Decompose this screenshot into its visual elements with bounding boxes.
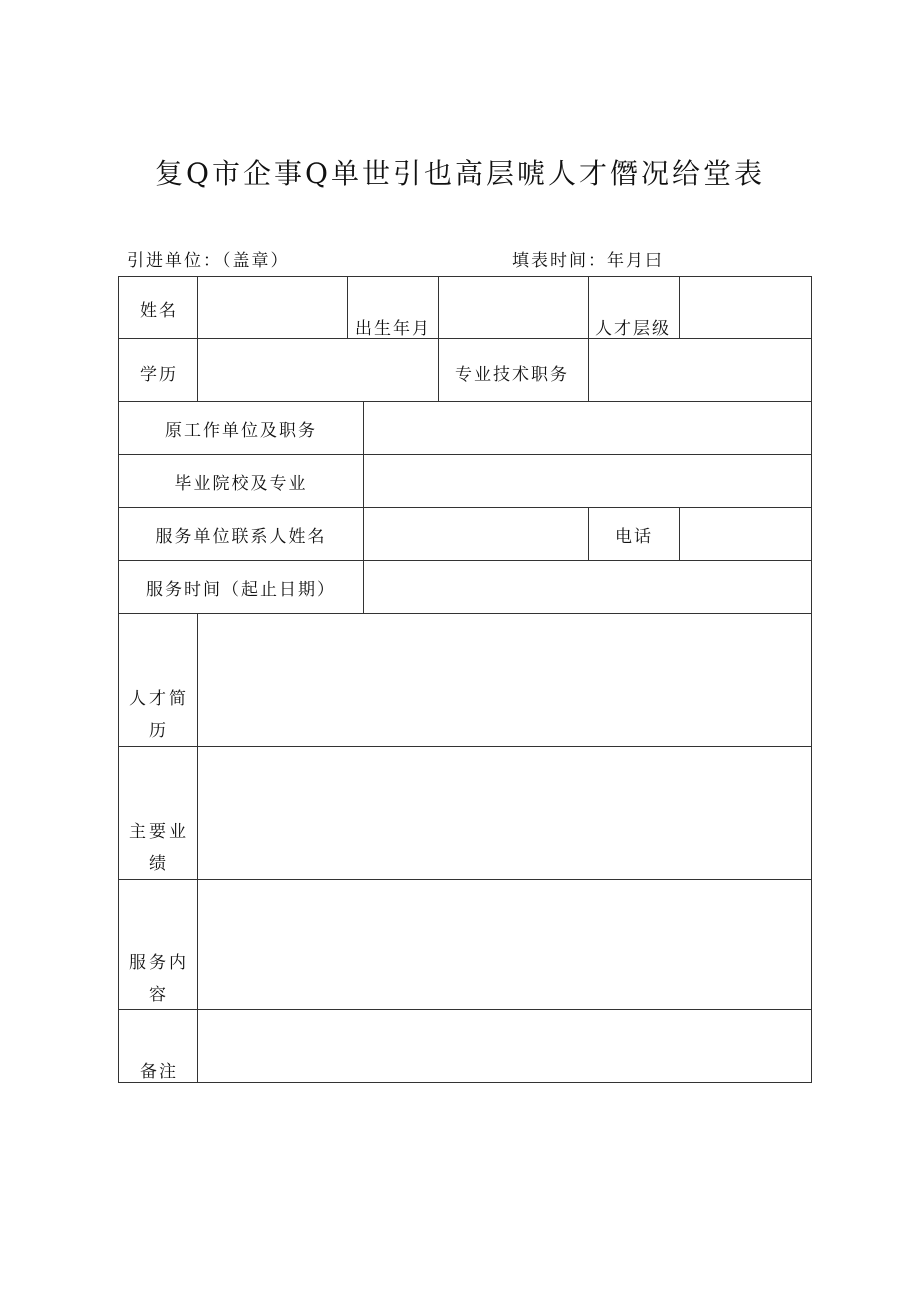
birth-label: 出生年月 [355, 319, 431, 339]
service-time-label: 服务时间（起止日期） [146, 579, 336, 600]
birth-field[interactable] [439, 277, 588, 338]
graduate-school-field[interactable] [364, 455, 811, 507]
achievements-label [129, 816, 195, 880]
fill-date-label: 填表时间：年月曰 [512, 251, 664, 271]
achievements-field-area[interactable] [198, 747, 811, 879]
achievements-field[interactable] [198, 880, 811, 1009]
resume-label-line1: 人才简 [129, 689, 189, 709]
education-label: 学历 [140, 365, 178, 385]
remarks-label: 备注 [140, 1062, 178, 1082]
name-field[interactable] [198, 277, 347, 338]
prof-title-field[interactable] [589, 339, 811, 401]
remarks-field[interactable] [198, 1010, 811, 1082]
education-field[interactable] [198, 339, 438, 401]
achievements-label-line1: 主要业 [129, 822, 189, 842]
service-contact-label: 服务单位联系人姓名 [155, 526, 327, 547]
talent-level-field[interactable] [680, 277, 811, 338]
graduate-school-label: 毕业院校及专业 [174, 473, 308, 494]
service-contact-field[interactable] [364, 508, 588, 560]
resume-field[interactable] [198, 614, 811, 746]
prof-title-label: 专业技术职务 [455, 365, 569, 385]
resume-label-line2: 历 [149, 721, 169, 741]
phone-field[interactable] [680, 508, 811, 560]
resume-label [129, 683, 195, 747]
talent-level-label: 人才层级 [595, 319, 671, 339]
service-time-field[interactable] [364, 561, 811, 613]
service-content-label-line1: 服务内 [129, 953, 189, 973]
form-title: 复Q市企事Q单世引也高层唬人才僭况给堂表 [155, 157, 765, 190]
former-work-field[interactable] [364, 402, 811, 454]
achievements-label-line2: 绩 [149, 854, 169, 874]
service-content-label-line2: 容 [149, 985, 169, 1005]
name-label: 姓名 [140, 301, 178, 321]
phone-label: 电话 [615, 526, 653, 547]
service-content-label [129, 947, 195, 1011]
introducing-unit-label: 引进单位：（盖章） [127, 251, 290, 271]
former-work-label: 原工作单位及职务 [165, 420, 317, 441]
